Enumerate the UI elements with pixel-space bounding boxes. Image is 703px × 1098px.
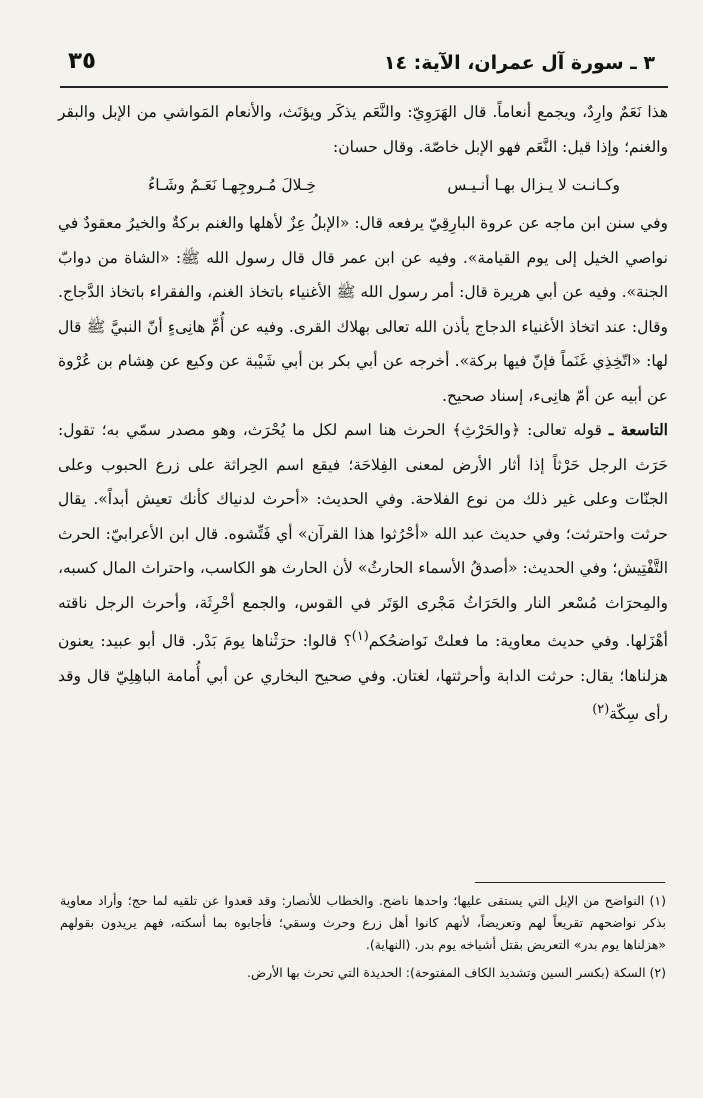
- main-text: [58, 95, 668, 732]
- footnote-marker[interactable]: (٢): [592, 702, 610, 718]
- footnote-rule: [475, 882, 665, 883]
- page-number: ٣٥: [68, 48, 97, 74]
- footnote: (٢) السكة (بكسر السين وتشديد الكاف المفتوحة): الحديدة التي تحرث بها الأرض.: [246, 965, 666, 980]
- section-lead: التاسعة ـ: [608, 420, 668, 439]
- poetry-verse: [58, 166, 668, 204]
- footnote: (١) النواضح من الإبل التي يستقى عليها؛ واحدها ناضح. والخطاب للأنصار: وقد قعدوا عن تلقيه لما حج؛ وأراد معاوية بذكر نواضحهم تقريعاً لهم وتعريضاً، لأنهم كانوا أهل زرع وحرث وسقي؛ فأجابوه بما أسكته، فهم يريدون بقولهم «هزلناها يوم بدر» التعريض بقتل أشياخه يوم بدر. (النهاية).: [60, 893, 666, 952]
- section-text-continued: ؟ قالوا: حرَثْناها يومَ بَدْر. قال أبو عبيد: يعنون هزلناها؛ يقال: حرثت الدابة وأحرثتها، لغتان. وفي صحيح البخاري عن أبي أُمامة الباهِلِيّ قال وقد رأى سِكّة: [58, 632, 668, 724]
- verse-second-hemistich: خِـلالَ مُـروجِهـا نَعَـمٌ وشَـاءُ: [148, 176, 316, 194]
- verse-first-hemistich: وكـانـت لا يـزال بهـا أنـيـس: [447, 176, 620, 194]
- section-paragraph: [58, 413, 668, 732]
- header-rule: [60, 86, 668, 88]
- page-header: [60, 46, 655, 84]
- footnotes: [60, 890, 666, 990]
- footnote-marker[interactable]: (١): [351, 629, 369, 644]
- paragraph: هذا نَعَمٌ وارِدٌ، ويجمع أنعاماً. قال الهَرَوِيّ: والنَّعَم يذكَر ويؤنَث، والأنعام المَواشي من الإبل والبقر والغنم؛ وإذا قيل: النَّعَم فهو الإبل خاصّة. وقال حسان:: [58, 103, 668, 156]
- section-text: قوله تعالى: ﴿والحَرْثِ﴾ الحرث هنا اسم لكل ما يُحْرَث، وهو مصدر سمّي به؛ تقول: حَرَث الرجل حَرْثاً إذا أثار الأرض لمعنى الفِلاحَة؛ فيقع اسم الحِراثة على زرع الحبوب وعلى الجنّات وعلى غير ذلك من نوع الفلاحة. وفي الحديث: «أحرث لدنياك كأنك تعيش أبداً». يقال حرثت واحترثت؛ وفي حديث عبد الله «أحْرُثوا هذا القرآن» أي فَتِّشوه. قال ابن الأعرابيّ: الحرث التَّفْتِيش؛ وفي الحديث: «أصدقُ الأسماء الحارثُ» لأن الحارث هو الكاسب، واحتراث المال كسبه، والمِحرَاث مُسْعر النار والحَرَاثُ مَجْرى الوَتَر في القوس، والجمع أحْرِثَة، وأحرث الرجل ناقته أهْزَلها. وفي حديث معاوية: ما فعلتْ نَواضحُكم: [58, 421, 669, 651]
- paragraph: وفي سنن ابن ماجه عن عروة البارِقِيّ يرفعه قال: «الإبلُ عِزٌ لأهلها والغنم بركةٌ والخيرُ معقودٌ في نواصي الخيل إلى يوم القيامة». وفيه عن ابن عمر قال قال رسول الله ﷺ: «الشاة من دوابّ الجنة». وفيه عن أبي هريرة قال: أمر رسول الله ﷺ الأغنياء باتخاذ الغنم، والفقراء باتخاذ الدَّجاج. وقال: عند اتخاذ الأغنياء الدجاج يأذن الله تعالى بهلاك القرى. وفيه عن أُمِّ هانِىءٍ أنّ النبيَّ ﷺ قال لها: «اتّخِذِي غَنَماً فإنّ فيها بركة». أخرجه عن أبي بكر بن أبي شَيْبة عن وكيع عن هِشام بن عُرْوة عن أبيه عن أمّ هانِىء، إسناد صحيح.: [58, 214, 668, 405]
- running-title: ٣ ـ سورة آل عمران، الآية: ١٤: [383, 52, 655, 74]
